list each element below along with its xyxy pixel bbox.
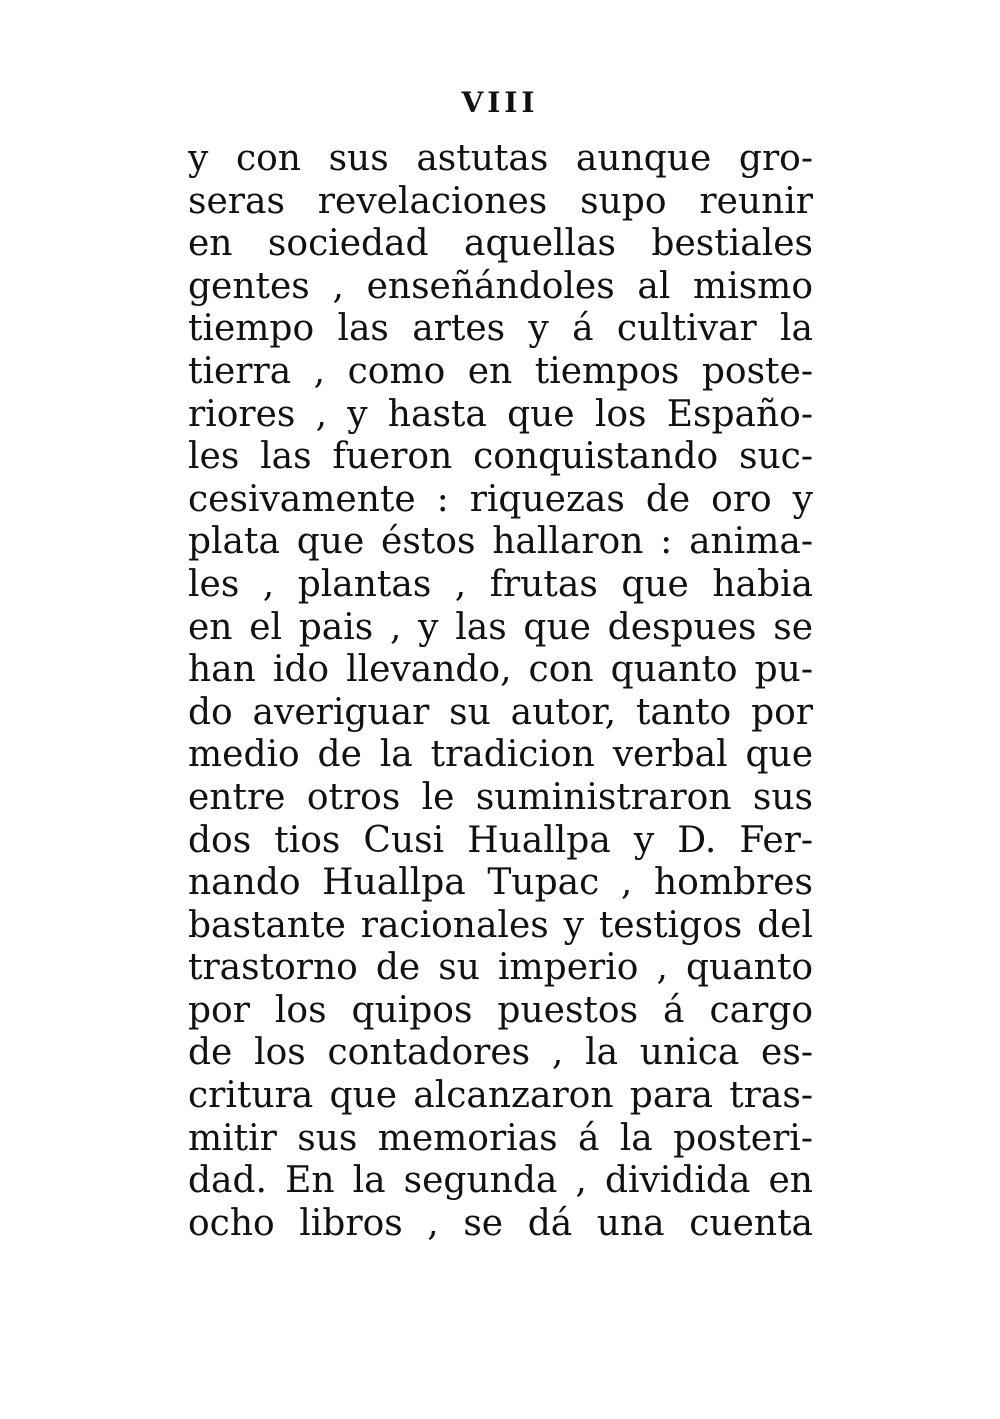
text-line: les las fueron conquistando suc- (188, 436, 813, 478)
text-line: tierra , como en tiempos poste- (188, 350, 813, 392)
text-line: en el pais , y las que despues se (188, 606, 813, 648)
text-line: han ido llevando, con quanto pu- (188, 649, 813, 691)
text-line: trastorno de su imperio , quanto (188, 947, 813, 989)
text-line: bastante racionales y testigos del (188, 904, 813, 946)
text-line: nando Huallpa Tupac , hombres (188, 862, 813, 904)
text-line: y con sus astutas aunque gro- (188, 138, 813, 179)
text-line: entre otros le suministraron sus (188, 776, 813, 818)
text-line: de los contadores , la unica es- (188, 1032, 813, 1074)
text-line: seras revelaciones supo reunir (188, 180, 813, 222)
text-line: por los quipos puestos á cargo (188, 989, 813, 1031)
text-line: dad. En la segunda , dividida en (188, 1160, 813, 1202)
text-line: medio de la tradicion verbal que (188, 734, 813, 776)
page-number: VIII (461, 86, 539, 119)
body-text (188, 138, 813, 1245)
text-line: dos tios Cusi Huallpa y D. Fer- (188, 819, 813, 861)
text-line: ocho libros , se dá una cuenta (188, 1202, 813, 1244)
text-line: plata que éstos hallaron : anima- (188, 521, 813, 563)
text-line: mitir sus memorias á la posteri- (188, 1117, 813, 1159)
text-line: en sociedad aquellas bestiales (188, 223, 813, 265)
text-line: gentes , enseñándoles al mismo (188, 265, 813, 307)
text-line: riores , y hasta que los Españo- (188, 393, 813, 435)
text-line: les , plantas , frutas que habia (188, 563, 813, 605)
text-line: critura que alcanzaron para tras- (188, 1075, 813, 1117)
text-line: cesivamente : riquezas de oro y (188, 478, 813, 520)
text-line: do averiguar su autor, tanto por (188, 691, 813, 733)
text-line: tiempo las artes y á cultivar la (188, 308, 813, 350)
